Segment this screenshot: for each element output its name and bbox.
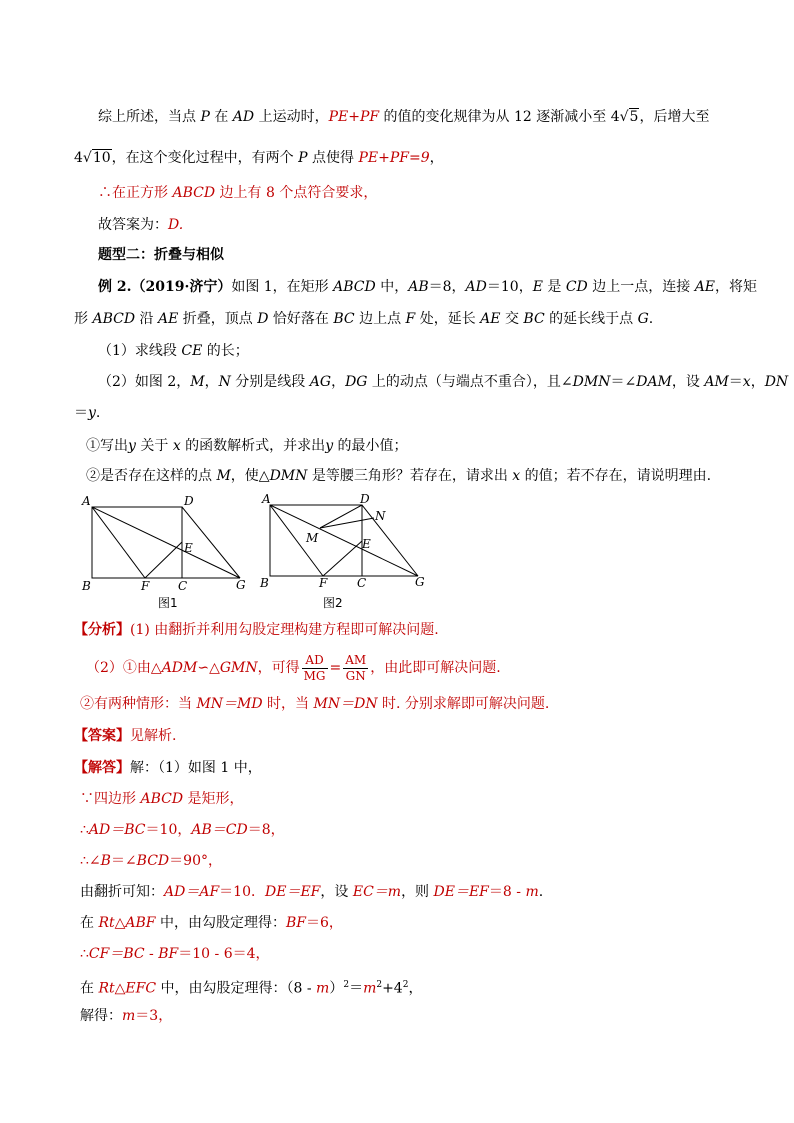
text: 沿 (135, 311, 158, 327)
label-a: A (262, 492, 271, 506)
line-fe (323, 541, 362, 576)
var: AM (704, 374, 729, 390)
text-line-11 (86, 436, 408, 456)
text: 如图 1，在矩形 (231, 279, 334, 295)
var: BF (285, 915, 306, 931)
text: （2）①由△ (86, 660, 162, 676)
text: 解：（1）如图 1 中， (130, 760, 262, 776)
fraction-am-gn (343, 653, 368, 684)
text: 边上点 (354, 311, 406, 327)
text: ， (204, 374, 219, 390)
answer-label: 【答案】 (74, 728, 130, 744)
text: 是矩形， (183, 791, 244, 807)
text: ＝6， (305, 915, 343, 931)
text: ＝10 - 6＝4， (178, 946, 270, 962)
text: ∵四边形 (80, 791, 141, 807)
text: 见解析. (130, 728, 177, 744)
var-p: P (200, 109, 210, 125)
text-line-19 (80, 820, 285, 840)
text: 边上有 8 个点符合要求， (215, 185, 378, 201)
var: AD＝AF (164, 884, 220, 900)
section-heading (98, 245, 224, 265)
var: CE (181, 343, 203, 359)
numerator: AM (345, 652, 367, 667)
text: 上的动点（与端点不重合），且∠ (367, 374, 573, 390)
text: ∽△ (197, 660, 220, 676)
text: 分别是线段 (230, 374, 310, 390)
text-line-14 (86, 652, 501, 684)
label-b: B (260, 576, 269, 590)
var: m (122, 1008, 136, 1024)
text-line-16 (74, 726, 176, 746)
var-abcd: ABCD (172, 185, 216, 201)
var: AD＝BC (88, 822, 146, 838)
var: G (637, 311, 649, 327)
var: Rt△EFC (98, 980, 157, 997)
var: m (316, 980, 330, 997)
var: AG (309, 374, 332, 390)
heading-text: 题型二：折叠与相似 (98, 247, 224, 263)
equation: PE+PF=9 (358, 150, 430, 166)
label-b: B (82, 579, 91, 593)
figures-diagram (0, 490, 794, 620)
var-p: P (298, 150, 308, 166)
text: ＝8， (428, 279, 466, 295)
var: N (218, 374, 231, 390)
text: ，后增大至 (639, 109, 710, 125)
text-line-18 (80, 789, 244, 809)
var: DN (764, 374, 789, 390)
text: ＝90°， (169, 853, 222, 869)
text-line-21 (80, 882, 543, 902)
text: 由翻折可知： (80, 884, 164, 900)
exponent: 2 (402, 980, 409, 990)
text: ） (329, 980, 344, 997)
var: BF (158, 946, 179, 962)
label-c: C (357, 576, 367, 590)
line-ag (270, 505, 418, 576)
text: ，设 (320, 884, 353, 900)
text: ＝8 - (488, 884, 526, 900)
radicand: 10 (92, 150, 111, 166)
text-line-12 (86, 466, 711, 486)
var: x (512, 468, 521, 484)
text-line-4 (98, 215, 183, 235)
label-n: N (375, 509, 386, 523)
text-line-1 (98, 107, 709, 127)
line-af (92, 507, 145, 578)
text: 的函数解析式，并求出 (180, 438, 326, 454)
example-label: 例 2.（2019·济宁） (98, 279, 232, 295)
sqrt-symbol: √5 (619, 109, 639, 125)
text: 恰好落在 (268, 311, 334, 327)
label-a: A (82, 494, 91, 508)
exponent: 2 (376, 980, 383, 990)
label-e: E (184, 541, 193, 555)
text: . (538, 884, 544, 900)
text: ， (750, 374, 765, 390)
label-e: E (362, 537, 371, 551)
text: 是等腰三角形？若存在，请求出 (307, 468, 513, 484)
text-line-20 (80, 851, 222, 871)
text: ，则 (401, 884, 434, 900)
text-line-13 (74, 620, 439, 640)
text: ∴∠ (80, 853, 101, 869)
var: DMN (269, 468, 308, 484)
line-ag (92, 507, 240, 578)
text: ， (408, 980, 423, 997)
figure-2 (270, 505, 418, 576)
var: MN＝DN (313, 696, 378, 712)
label-m: M (306, 531, 319, 545)
var: BC (333, 311, 355, 327)
text: ＝∠ (610, 374, 637, 390)
var: AE (157, 311, 179, 327)
text: ，可得 (257, 660, 300, 676)
text-line-10 (74, 403, 100, 423)
var: CD (565, 279, 588, 295)
text: 综上所述，当点 (98, 109, 201, 125)
text-line-6 (98, 277, 757, 297)
var: y (88, 405, 96, 421)
text-line-2 (74, 148, 444, 168)
text: 时. 分别求解即可解决问题. (377, 696, 550, 712)
var: DG (345, 374, 368, 390)
var: x (172, 438, 181, 454)
text: 中，由勾股定理得：（8 - (156, 980, 317, 997)
var: Rt△ABF (98, 915, 156, 931)
var: AE (480, 311, 501, 327)
var: AB (408, 279, 429, 295)
var: M (190, 374, 205, 390)
figure-2-labels (259, 492, 425, 590)
text: 4 (74, 150, 83, 166)
text: ②是否存在这样的点 (86, 468, 217, 484)
text: 边上一点，连接 (587, 279, 695, 295)
text: 的延长线于点 (544, 311, 638, 327)
text: ∴在正方形 (98, 185, 173, 201)
var: DMN (572, 374, 611, 390)
var: DAM (636, 374, 672, 390)
var: ABCD (92, 311, 136, 327)
fraction-ad-mg (302, 653, 328, 684)
analysis-label: 【分析】 (74, 622, 130, 638)
text-line-22 (80, 913, 343, 933)
text: 形 (74, 311, 93, 327)
label-g: G (236, 578, 246, 592)
var: GMN (219, 660, 258, 676)
text: ∴ (80, 946, 89, 962)
var: D (257, 311, 269, 327)
text: ，由此即可解决问题. (370, 660, 501, 676)
text: ∴ (80, 822, 89, 838)
text: 交 (500, 311, 524, 327)
label-f: F (141, 579, 150, 593)
label-g: G (415, 575, 425, 589)
var: M (216, 468, 231, 484)
text: （2）如图 2， (98, 374, 191, 390)
equals: = (329, 660, 342, 676)
text: ＝ (74, 405, 88, 421)
text-line-23 (80, 944, 270, 964)
var: y (128, 438, 136, 454)
var: ABCD (140, 791, 184, 807)
label-f: F (319, 576, 328, 590)
text: ， (429, 150, 444, 166)
sqrt-symbol: √10 (82, 150, 111, 166)
text: 中， (375, 279, 409, 295)
text: ，设 (671, 374, 705, 390)
radicand: 5 (629, 109, 639, 125)
exponent: 2 (343, 980, 350, 990)
text: 是 (542, 279, 566, 295)
text: （1）求线段 (98, 343, 182, 359)
text: . (95, 405, 101, 421)
label-c: C (178, 579, 188, 593)
text: (1) 由翻折并利用勾股定理构建方程即可解决问题. (130, 622, 439, 638)
text: ，将矩 (715, 279, 758, 295)
text: 故答案为： (98, 217, 168, 233)
text: . (648, 311, 654, 327)
text: 关于 (135, 438, 173, 454)
text: 的值；若不存在，请说明理由. (520, 468, 712, 484)
text: ＝10， (486, 279, 533, 295)
var: DE＝EF (433, 884, 489, 900)
var: y (325, 438, 334, 454)
text-line-3 (98, 183, 377, 203)
text: 中，由勾股定理得： (155, 915, 286, 931)
text: 解得： (80, 1008, 122, 1024)
var: MN＝MD (196, 696, 263, 712)
var: AE (694, 279, 716, 295)
text: 在 (80, 915, 99, 931)
text: 时，当 (262, 696, 314, 712)
numerator: AD (302, 653, 328, 669)
label-d: D (184, 494, 194, 508)
var: x (742, 374, 751, 390)
var: F (405, 311, 416, 327)
denominator: MG (303, 668, 326, 683)
var: ABCD (333, 279, 376, 295)
text-line-9 (98, 372, 788, 392)
text: ，使△ (230, 468, 270, 484)
figure-1 (92, 507, 240, 578)
var-pepf: PE+PF (328, 109, 380, 125)
label-d: D (360, 492, 370, 506)
var: m (363, 980, 377, 997)
text: 折叠，顶点 (178, 311, 258, 327)
var: ADM (161, 660, 198, 676)
text: 点使得 (307, 150, 359, 166)
text-line-25 (80, 1006, 172, 1026)
answer-d: D. (168, 217, 184, 233)
text: ，在这个变化过程中，有两个 (111, 150, 299, 166)
var: CF＝BC (88, 946, 145, 962)
text: +4 (382, 980, 403, 997)
figure-1-caption: 图1 (158, 596, 178, 610)
text-line-8 (98, 341, 249, 361)
var: EC＝m (352, 884, 402, 900)
text: ①写出 (86, 438, 128, 454)
text: ＝10， (145, 822, 192, 838)
text: ＝ (349, 980, 364, 997)
text: ＝ (728, 374, 743, 390)
solution-label: 【解答】 (74, 760, 130, 776)
text: ②有两种情形：当 (80, 696, 197, 712)
text: 的最小值； (333, 438, 408, 454)
var: B (100, 853, 111, 869)
var: E (532, 279, 543, 295)
text: 的值的变化规律为从 12 逐渐减小至 4 (379, 109, 620, 125)
text: ＝3， (135, 1008, 173, 1024)
denominator: GN (345, 668, 366, 683)
text: 在 (209, 109, 233, 125)
text-line-15 (80, 694, 549, 714)
text-line-17 (74, 758, 262, 778)
text: - (144, 946, 159, 962)
text: 在 (80, 980, 99, 997)
var: AB＝CD (191, 822, 248, 838)
var-ad: AD (232, 109, 255, 125)
text: ＝8， (247, 822, 285, 838)
var: m (525, 884, 539, 900)
text-line-7 (74, 309, 653, 329)
figure-2-caption: 图2 (323, 596, 343, 610)
var: BC (523, 311, 545, 327)
text: ， (331, 374, 346, 390)
text: ＝10． (219, 884, 265, 900)
line-fe (145, 542, 182, 578)
var: BCD (136, 853, 170, 869)
text: 上运动时， (254, 109, 329, 125)
text-line-24 (80, 975, 422, 999)
var: DE＝EF (265, 884, 321, 900)
text: 处，延长 (415, 311, 481, 327)
text: ＝∠ (110, 853, 137, 869)
text: 的长； (202, 343, 249, 359)
var: AD (465, 279, 487, 295)
